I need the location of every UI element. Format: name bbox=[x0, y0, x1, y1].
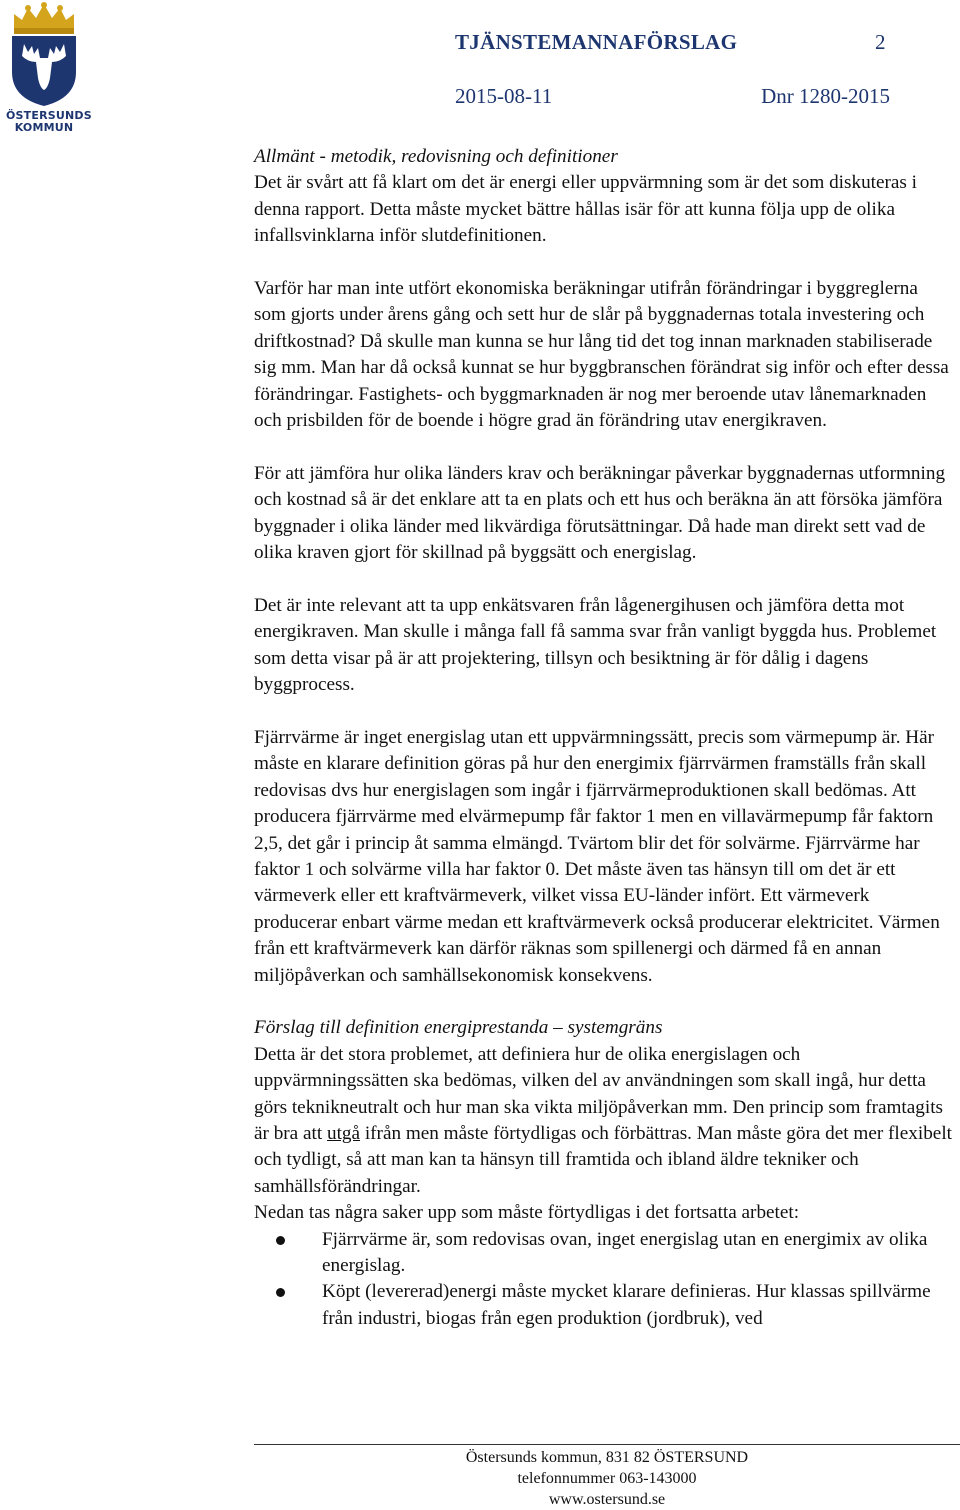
paragraph-country-comparison: För att jämföra hur olika länders krav och beräkningar påverkar byggnadernas utformning och kostnad så är det enklare att ta en plats och ett hus och beräkna än att försöka jämföra byggnader i olika länder med likvärdiga förutsättningar. Då hade man direkt sett vad de olika kraven gjort för skillnad på byggsätt och energislag. bbox=[254, 462, 946, 564]
bullet-list bbox=[254, 1227, 954, 1333]
paragraph-general: Det är svårt att få klart om det är energi eller uppvärmning som är det som diskuteras i denna rapport. Detta måste mycket bättre hållas isär för att kunna följa upp de olika infallsvinklarna inför slutdefinitionen. bbox=[254, 172, 918, 247]
underlined-word: utgå bbox=[326, 1122, 361, 1144]
logo-line-1: ÖSTERSUNDS bbox=[6, 109, 92, 122]
coat-of-arms-icon bbox=[6, 2, 82, 108]
list-item-text: Fjärrvärme är, som redovisas ovan, inget energislag utan en energimix av olika energislag. bbox=[322, 1228, 928, 1276]
paragraph-definition-part-a: Detta är det stora problemet, att definiera hur de olika energislagen och uppvärmningssätten ska bedömas, vilken del av användningen som skall ingå, hur detta görs teknikneutralt och hur man ska vikta miljöpåverkan mm. Den princip som framtagits är bra att bbox=[254, 1043, 943, 1144]
section-heading-definition: Förslag till definition energiprestanda – systemgräns bbox=[254, 1017, 663, 1039]
list-item-text: Köpt (levererad)energi måste mycket klarare definieras. Hur klassas spillvärme från industri, biogas från egen produktion (jordbruk), ved bbox=[322, 1281, 931, 1329]
paragraph-list-intro: Nedan tas några saker upp som måste förtydligas i det fortsatta arbetet: bbox=[254, 1202, 800, 1224]
paragraph-survey-answers: Det är inte relevant att ta upp enkätsvaren från lågenergihusen och jämföra detta mot energikraven. Man skulle i många fall få samma svar från vanligt byggda hus. Problemet som detta visar på är att projektering, tillsyn och besiktning är för dålig i dagens byggprocess. bbox=[254, 594, 937, 696]
footer-phone: telefonnummer 063-143000 bbox=[517, 1470, 697, 1487]
document-date: 2015-08-11 bbox=[455, 84, 553, 108]
registration-number: Dnr 1280-2015 bbox=[761, 84, 890, 108]
footer-address: Östersunds kommun, 831 82 ÖSTERSUND bbox=[465, 1449, 749, 1466]
list-item bbox=[254, 1227, 954, 1280]
document-body bbox=[254, 144, 954, 1332]
logo-line-2: KOMMUN bbox=[14, 121, 74, 134]
paragraph-economic-calculations: Varför har man inte utfört ekonomiska beräkningar utifrån förändringar i byggreglerna som gjorts under årens gång och sett hur de slår på byggnadernas totala investering och driftkostnad? Då skulle man kunna se hur lång tid det tog innan marknaden stabiliserade sig mm. Man har då också kunnat se hur byggbranschen förändrat sig inför och efter dessa förändringar. Fastighets- och byggmarknaden är nog mer beroende utav lånemarknaden och prisbilden för de boende i högre grad än förändring utav energikraven. bbox=[254, 278, 949, 432]
footer bbox=[254, 1447, 960, 1510]
paragraph-definition bbox=[254, 1042, 954, 1200]
document-type-title: TJÄNSTEMANNAFÖRSLAG bbox=[455, 30, 738, 54]
bullet-icon bbox=[276, 1288, 285, 1297]
paragraph-district-heating: Fjärrvärme är inget energislag utan ett uppvärmningssätt, precis som värmepump är. Här måste en klarare definition göras på hur den energimix fjärrvärmen framställs från skall redovisas dvs hur energislagen som ingår i fjärrvärmeproduktionen skall bedömas. Att producera fjärrvärme med elvärmepump får faktor 1 men en villavärmepump får faktorn 2,5, det går i princip åt samma elmängd. Tvärtom blir det för solvärme. Fjärrvärme har faktor 1 och solvärme villa har faktor 0. Det måste även tas hänsyn till om det är ett värmeverk eller ett kraftvärmeverk, vilket vissa EU-länder infört. Ett värmeverk producerar enbart värme medan ett kraftvärmeverk också producerar elektricitet. Värmen från ett kraftvärmeverk kan därför räknas som spillenergi och därmed få en annan miljöpåverkan och samhällsekonomisk konsekvens. bbox=[254, 726, 940, 986]
bullet-icon bbox=[276, 1236, 285, 1245]
page-number: 2 bbox=[875, 30, 886, 54]
list-item bbox=[254, 1279, 954, 1332]
municipality-logo bbox=[6, 2, 92, 136]
footer-website[interactable]: www.ostersund.se bbox=[548, 1491, 666, 1508]
section-heading-general: Allmänt - metodik, redovisning och definitioner bbox=[254, 146, 618, 167]
paragraph-definition-part-b: ifrån men måste förtydligas och förbättras. Man måste göra det mer flexibelt och tydligt, så att man kan ta hänsyn till framtida och ibland äldre tekniker och samhällsförändringar. bbox=[254, 1122, 952, 1197]
footer-divider bbox=[254, 1444, 960, 1445]
